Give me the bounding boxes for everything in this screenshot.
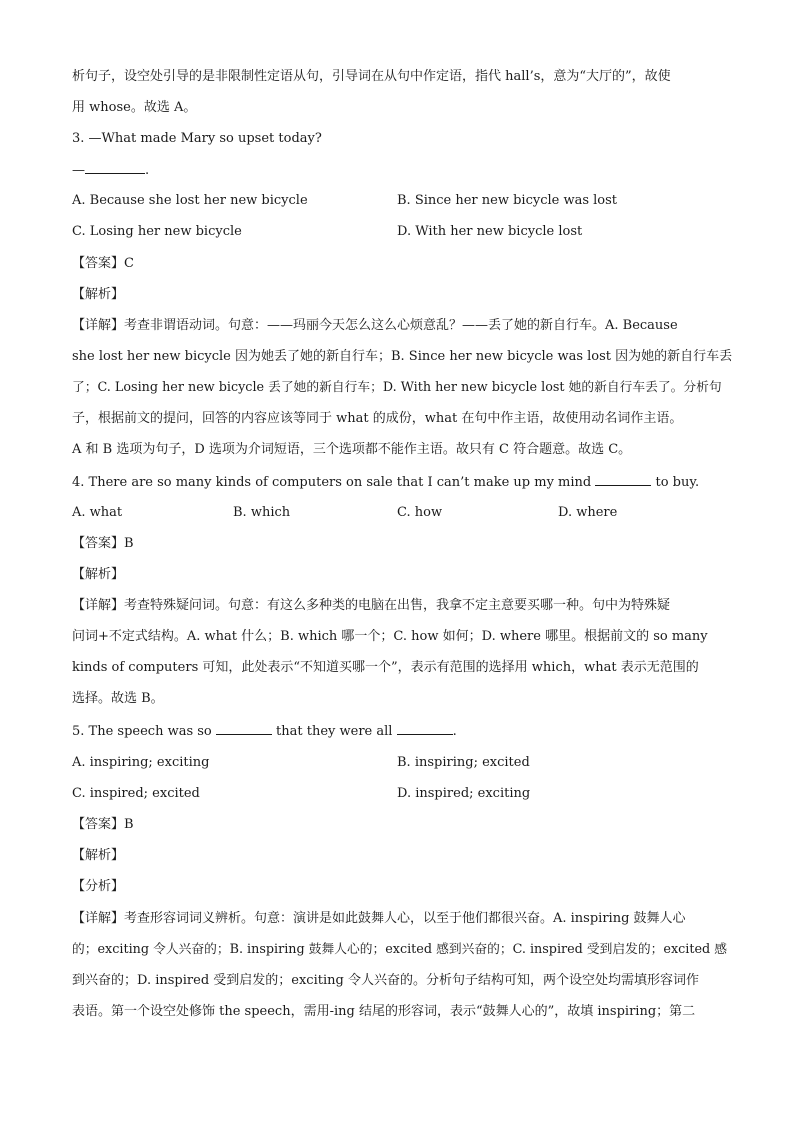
q3-detail-line: A 和 B 选项为句子，D 选项为介词短语，三个选项都不能作主语。故只有 C 符合题意。故选 C。 (72, 442, 632, 457)
q4-answer: 【答案】B (72, 536, 134, 551)
q5-fenxi-label: 【分析】 (72, 879, 125, 894)
q5-detail-line: 表语。第一个设空处修饰 the speech，需用-ing 结尾的形容词，表示“鼓舞人心的”，故填 inspiring；第二 (72, 1004, 696, 1019)
q3-question: 3. —What made Mary so upset today? (72, 131, 322, 146)
q3-option-c: C. Losing her new bicycle (72, 224, 242, 239)
q3-detail-line: 了；C. Losing her new bicycle 丢了她的新自行车；D. With her new bicycle lost 她的新自行车丢了。分析句 (72, 380, 722, 395)
q3-blank (85, 161, 145, 174)
q5-option-b: B. inspiring; excited (397, 755, 530, 770)
q5-blank-1 (216, 722, 272, 735)
q5-question-mid: that they were all (271, 724, 397, 739)
q3-detail-line: 子，根据前文的提问，回答的内容应该等同于 what 的成份，what 在句中作主语，故使用动名词作主语。 (72, 411, 683, 426)
q5-question-text: 5. The speech was so (72, 724, 216, 739)
q5-detail-line: 的；exciting 令人兴奋的；B. inspiring 鼓舞人心的；excited 感到兴奋的；C. inspired 受到启发的；excited 感 (72, 942, 727, 957)
q3-response-line (72, 161, 732, 180)
q5-detail-line: 到兴奋的；D. inspired 受到启发的；exciting 令人兴奋的。分析句子结构可知，两个设空处均需填形容词作 (72, 973, 699, 988)
q5-option-c: C. inspired; excited (72, 786, 200, 801)
q5-question (72, 722, 732, 741)
q3-option-b: B. Since her new bicycle was lost (397, 193, 618, 208)
q3-dash-end: . (145, 163, 150, 178)
q4-analysis-label: 【解析】 (72, 567, 125, 582)
q4-question-end: to buy. (651, 475, 700, 490)
q3-option-d: D. With her new bicycle lost (397, 224, 583, 239)
q4-option-d: D. where (558, 505, 618, 520)
q4-option-a: A. what (72, 505, 123, 520)
q4-blank (595, 473, 651, 486)
q4-option-c: C. how (397, 505, 443, 520)
q3-detail-line: she lost her new bicycle 因为她丢了她的新自行车；B. Since her new bicycle was lost 因为她的新自行车丢 (72, 349, 733, 364)
q5-blank-2 (397, 722, 453, 735)
intro-line-2: 用 whose。故选 A。 (72, 100, 197, 115)
q4-detail-line: kinds of computers 可知，此处表示“不知道买哪一个”，表示有范围的选择用 which，what 表示无范围的 (72, 660, 699, 675)
q4-option-b: B. which (233, 505, 291, 520)
q3-option-a: A. Because she lost her new bicycle (72, 193, 308, 208)
q4-detail-line: 【详解】考查特殊疑问词。句意：有这么多种类的电脑在出售，我拿不定主意要买哪一种。句中为特殊疑 (72, 598, 671, 613)
q4-detail-line: 问词+不定式结构。A. what 什么；B. which 哪一个；C. how 如何；D. where 哪里。根据前文的 so many (72, 629, 708, 644)
q3-dash: — (72, 163, 85, 178)
q4-question (72, 473, 732, 492)
q5-detail-line: 【详解】考查形容词词义辨析。句意：演讲是如此鼓舞人心，以至于他们都很兴奋。A. inspiring 鼓舞人心 (72, 911, 686, 926)
q5-question-end: . (452, 724, 457, 739)
intro-line-1: 析句子，设空处引导的是非限制性定语从句，引导词在从句中作定语，指代 hall’s，意为“大厅的”，故使 (72, 69, 671, 84)
q5-option-a: A. inspiring; exciting (72, 755, 210, 770)
q5-analysis-label: 【解析】 (72, 848, 125, 863)
q3-answer: 【答案】C (72, 256, 134, 271)
q4-question-text: 4. There are so many kinds of computers on sale that I can’t make up my mind (72, 475, 596, 490)
q5-answer: 【答案】B (72, 817, 134, 832)
q3-detail-line: 【详解】考查非谓语动词。句意：——玛丽今天怎么这么心烦意乱？——丢了她的新自行车。A. Because (72, 318, 678, 333)
q4-detail-line: 选择。故选 B。 (72, 691, 164, 706)
q5-option-d: D. inspired; exciting (397, 786, 531, 801)
q3-analysis-label: 【解析】 (72, 287, 125, 302)
